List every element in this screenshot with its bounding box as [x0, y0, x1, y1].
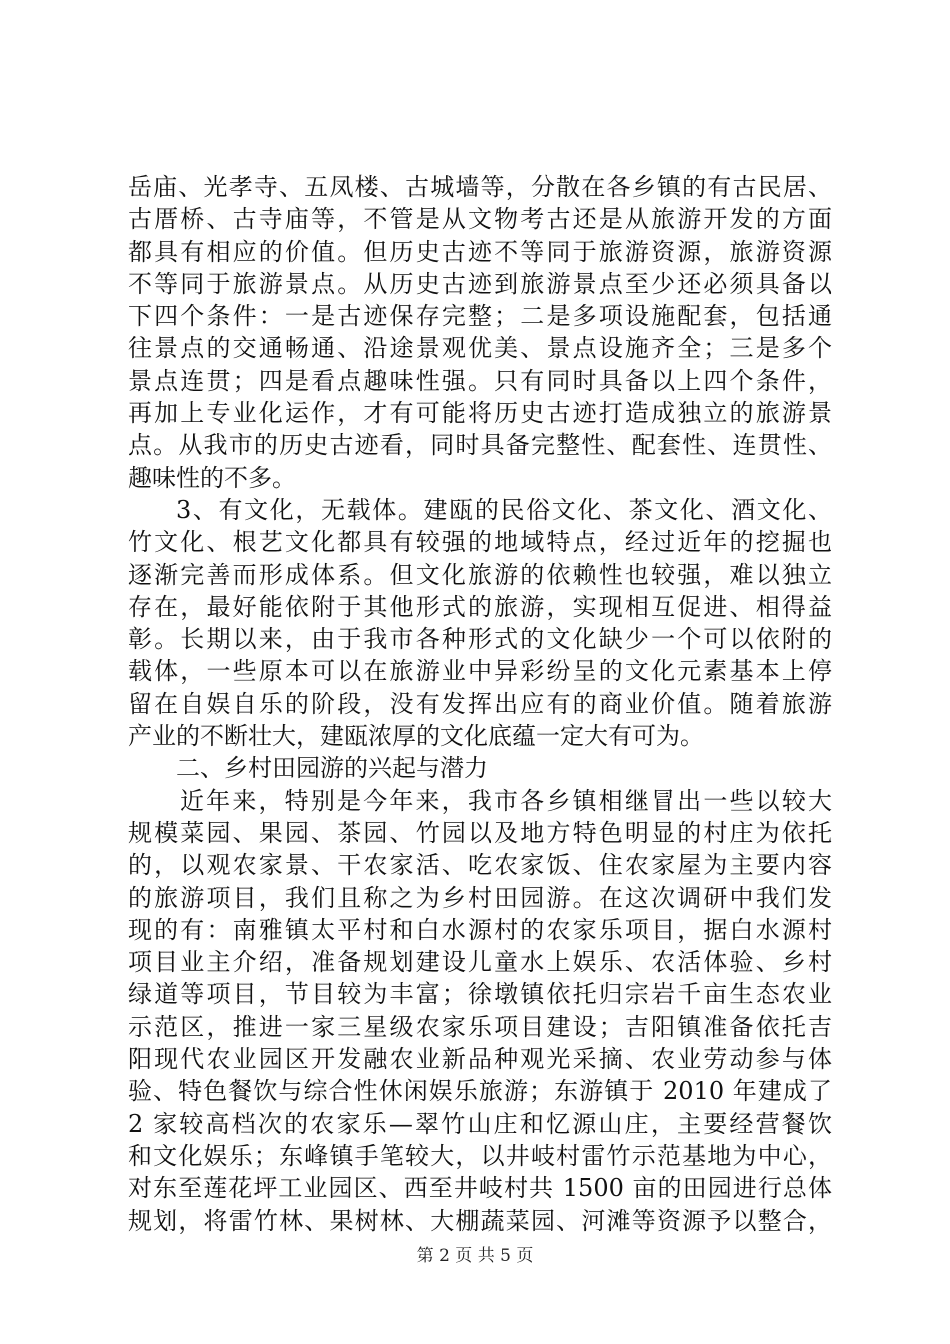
text-line: 彰。长期以来，由于我市各种形式的文化缺少一个可以依附的	[128, 625, 832, 654]
text-line: 验、特色餐饮与综合性休闲娱乐旅游；东游镇于 2010 年建成了	[128, 1077, 832, 1106]
text-line: 留在自娱自乐的阶段，没有发挥出应有的商业价值。随着旅游	[128, 689, 832, 718]
text-line: 2 家较高档次的农家乐—翠竹山庄和忆源山庄，主要经营餐饮	[128, 1109, 832, 1138]
text-line: 景点连贯；四是看点趣味性强。只有同时具备以上四个条件，	[128, 366, 832, 395]
text-line: 对东至莲花坪工业园区、西至井岐村共 1500 亩的田园进行总体	[128, 1174, 832, 1203]
text-line: 竹文化、根艺文化都具有较强的地域特点，经过近年的挖掘也	[128, 528, 832, 557]
text-line: 不等同于旅游景点。从历史古迹到旅游景点至少还必须具备以	[128, 269, 832, 298]
text-line: 往景点的交通畅通、沿途景观优美、景点设施齐全；三是多个	[128, 334, 832, 363]
text-line: 近年来，特别是今年来，我市各乡镇相继冒出一些以较大	[180, 786, 832, 815]
text-line: 二、乡村田园游的兴起与潜力	[176, 754, 488, 783]
text-line: 古厝桥、古寺庙等，不管是从文物考古还是从旅游开发的方面	[128, 205, 832, 234]
text-line: 再加上专业化运作，才有可能将历史古迹打造成独立的旅游景	[128, 399, 832, 428]
text-line: 载体，一些原本可以在旅游业中异彩纷呈的文化元素基本上停	[128, 657, 832, 686]
text-line: 阳现代农业园区开发融农业新品种观光采摘、农业劳动参与体	[128, 1045, 832, 1074]
text-line: 的旅游项目，我们且称之为乡村田园游。在这次调研中我们发	[128, 883, 832, 912]
page-footer: 第 2 页 共 5 页	[416, 1246, 534, 1266]
text-line: 的，以观农家景、干农家活、吃农家饭、住农家屋为主要内容	[128, 851, 832, 880]
body-text	[128, 171, 832, 1237]
text-line: 和文化娱乐；东峰镇手笔较大，以井岐村雷竹示范基地为中心，	[128, 1141, 832, 1170]
text-line: 规模菜园、果园、茶园、竹园以及地方特色明显的村庄为依托	[128, 818, 832, 847]
text-line: 3、有文化，无载体。建瓯的民俗文化、茶文化、酒文化、	[176, 495, 832, 524]
text-line: 岳庙、光孝寺、五凤楼、古城墙等，分散在各乡镇的有古民居、	[128, 173, 832, 201]
text-line: 绿道等项目，节目较为丰富；徐墩镇依托归宗岩千亩生态农业	[128, 980, 832, 1009]
text-line: 下四个条件：一是古迹保存完整；二是多项设施配套，包括通	[128, 302, 832, 331]
text-line: 规划，将雷竹林、果树林、大棚蔬菜园、河滩等资源予以整合，	[128, 1206, 832, 1235]
text-line: 趣味性的不多。	[128, 463, 296, 492]
text-line: 存在，最好能依附于其他形式的旅游，实现相互促进、相得益	[128, 592, 832, 621]
text-line: 点。从我市的历史古迹看，同时具备完整性、配套性、连贯性、	[128, 431, 832, 460]
text-line: 项目业主介绍，准备规划建设儿童水上娱乐、农活体验、乡村	[128, 948, 832, 977]
text-line: 示范区，推进一家三星级农家乐项目建设；吉阳镇准备依托吉	[128, 1012, 832, 1041]
text-line: 逐渐完善而形成体系。但文化旅游的依赖性也较强，难以独立	[128, 560, 832, 589]
text-line: 都具有相应的价值。但历史古迹不等同于旅游资源，旅游资源	[128, 237, 832, 266]
text-line: 产业的不断壮大，建瓯浓厚的文化底蕴一定大有可为。	[128, 722, 704, 751]
text-line: 现的有：南雅镇太平村和白水源村的农家乐项目，据白水源村	[128, 915, 832, 944]
